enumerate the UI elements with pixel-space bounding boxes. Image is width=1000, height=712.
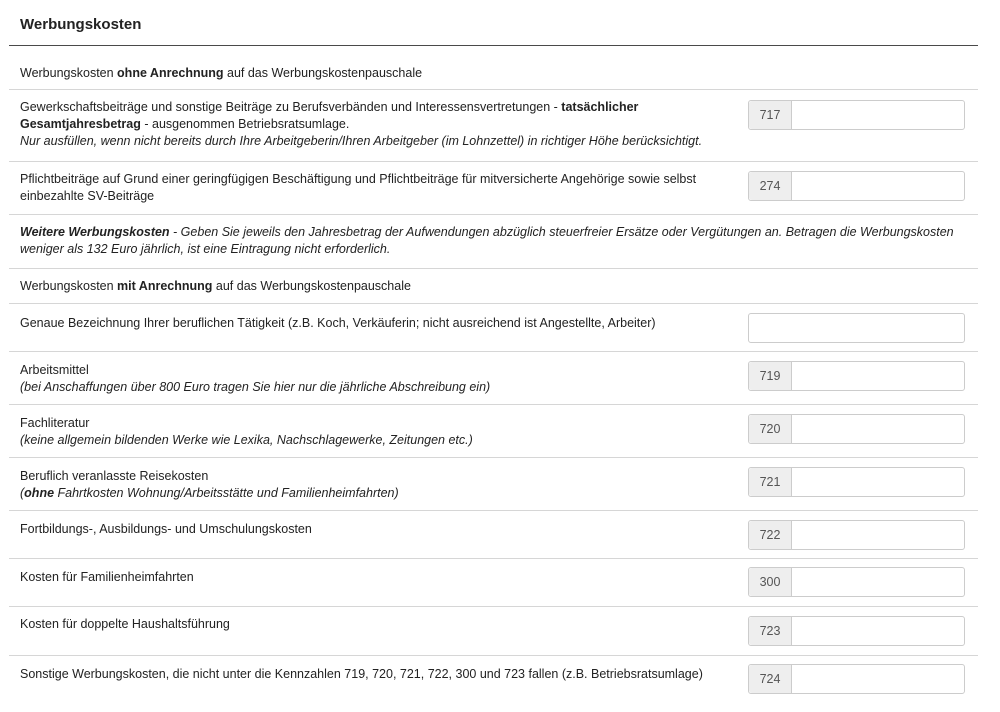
row-kz-719 xyxy=(9,352,978,405)
row-kz-723 xyxy=(9,607,978,656)
section-header-text: Werbungskosten mit Anrechnung auf das Werbungskostenpauschale xyxy=(20,279,411,293)
field-723 xyxy=(748,616,965,646)
weitere-note-text: Weitere Werbungskosten - Geben Sie jeweils den Jahresbetrag der Aufwendungen abzüglich steuerfreier Ersätze oder Vergütungen an. Betragen die Werbungskosten weniger als 132 Euro jährlich, ist eine Eintragung nicht erforderlich. xyxy=(20,225,954,256)
field-719 xyxy=(748,361,965,391)
kennzahl-badge: 722 xyxy=(749,521,792,549)
amount-input-723[interactable] xyxy=(792,617,964,645)
row-720-label: Fachliteratur (keine allgemein bildenden Werke wie Lexika, Nachschlagewerke, Zeitungen etc.) xyxy=(20,416,473,447)
weitere-werbungskosten-note xyxy=(9,215,978,269)
row-721-label: Beruflich veranlasste Reisekosten (ohne Fahrtkosten Wohnung/Arbeitsstätte und Familienheimfahrten) xyxy=(20,469,399,500)
row-berufliche-taetigkeit xyxy=(9,304,978,352)
amount-input-721[interactable] xyxy=(792,468,964,496)
kennzahl-badge: 300 xyxy=(749,568,792,596)
field-717 xyxy=(748,100,965,130)
row-kz-721 xyxy=(9,458,978,511)
field-720 xyxy=(748,414,965,444)
section-header-ohne-anrechnung xyxy=(9,58,978,90)
kennzahl-badge: 717 xyxy=(749,101,792,129)
section-header-text: Werbungskosten ohne Anrechnung auf das Werbungskostenpauschale xyxy=(20,66,423,80)
amount-input-720[interactable] xyxy=(792,415,964,443)
title-divider xyxy=(9,45,978,46)
row-723-label: Kosten für doppelte Haushaltsführung xyxy=(20,617,230,631)
amount-input-724[interactable] xyxy=(792,665,964,693)
amount-input-300[interactable] xyxy=(792,568,964,596)
row-717-label: Gewerkschaftsbeiträge und sonstige Beiträge zu Berufsverbänden und Interessensvertretungen - tatsächlicher Gesamtjahresbetrag - ausgenommen Betriebsratsumlage. Nur ausfüllen, wenn nicht bereits durch Ihre Arbeitgeberin/Ihren Arbeitgeber (im Lohnzettel) in richtiger Höhe berücksichtigt. xyxy=(20,100,703,148)
kennzahl-badge: 721 xyxy=(749,468,792,496)
field-300 xyxy=(748,567,965,597)
taetigkeit-input[interactable] xyxy=(749,314,964,342)
section-header-mit-anrechnung xyxy=(9,269,978,304)
row-724-label: Sonstige Werbungskosten, die nicht unter die Kennzahlen 719, 720, 721, 722, 300 und 723 fallen (z.B. Betriebsratsumlage) xyxy=(20,667,703,681)
row-kz-717 xyxy=(9,90,978,162)
section-title: Werbungskosten xyxy=(20,16,142,33)
kennzahl-badge: 274 xyxy=(749,172,792,200)
row-kz-724 xyxy=(9,656,978,712)
amount-input-717[interactable] xyxy=(792,101,964,129)
row-300-label: Kosten für Familienheimfahrten xyxy=(20,570,194,584)
kennzahl-badge: 723 xyxy=(749,617,792,645)
amount-input-719[interactable] xyxy=(792,362,964,390)
row-kz-720 xyxy=(9,405,978,458)
field-274 xyxy=(748,171,965,201)
field-taetigkeit xyxy=(748,313,965,343)
field-721 xyxy=(748,467,965,497)
row-kz-300 xyxy=(9,559,978,607)
row-274-label: Pflichtbeiträge auf Grund einer geringfügigen Beschäftigung und Pflichtbeiträge für mitversicherte Angehörige sowie selbst einbezahlte SV-Beiträge xyxy=(20,172,697,203)
row-722-label: Fortbildungs-, Ausbildungs- und Umschulungskosten xyxy=(20,522,312,536)
row-kz-722 xyxy=(9,511,978,559)
row-719-label: Arbeitsmittel (bei Anschaffungen über 800 Euro tragen Sie hier nur die jährliche Abschreibung ein) xyxy=(20,363,491,394)
kennzahl-badge: 720 xyxy=(749,415,792,443)
kennzahl-badge: 724 xyxy=(749,665,792,693)
amount-input-274[interactable] xyxy=(792,172,964,200)
amount-input-722[interactable] xyxy=(792,521,964,549)
kennzahl-badge: 719 xyxy=(749,362,792,390)
taetigkeit-label: Genaue Bezeichnung Ihrer beruflichen Tätigkeit (z.B. Koch, Verkäuferin; nicht ausreichend ist Angestellte, Arbeiter) xyxy=(20,316,656,330)
field-722 xyxy=(748,520,965,550)
field-724 xyxy=(748,664,965,694)
row-kz-274 xyxy=(9,162,978,215)
